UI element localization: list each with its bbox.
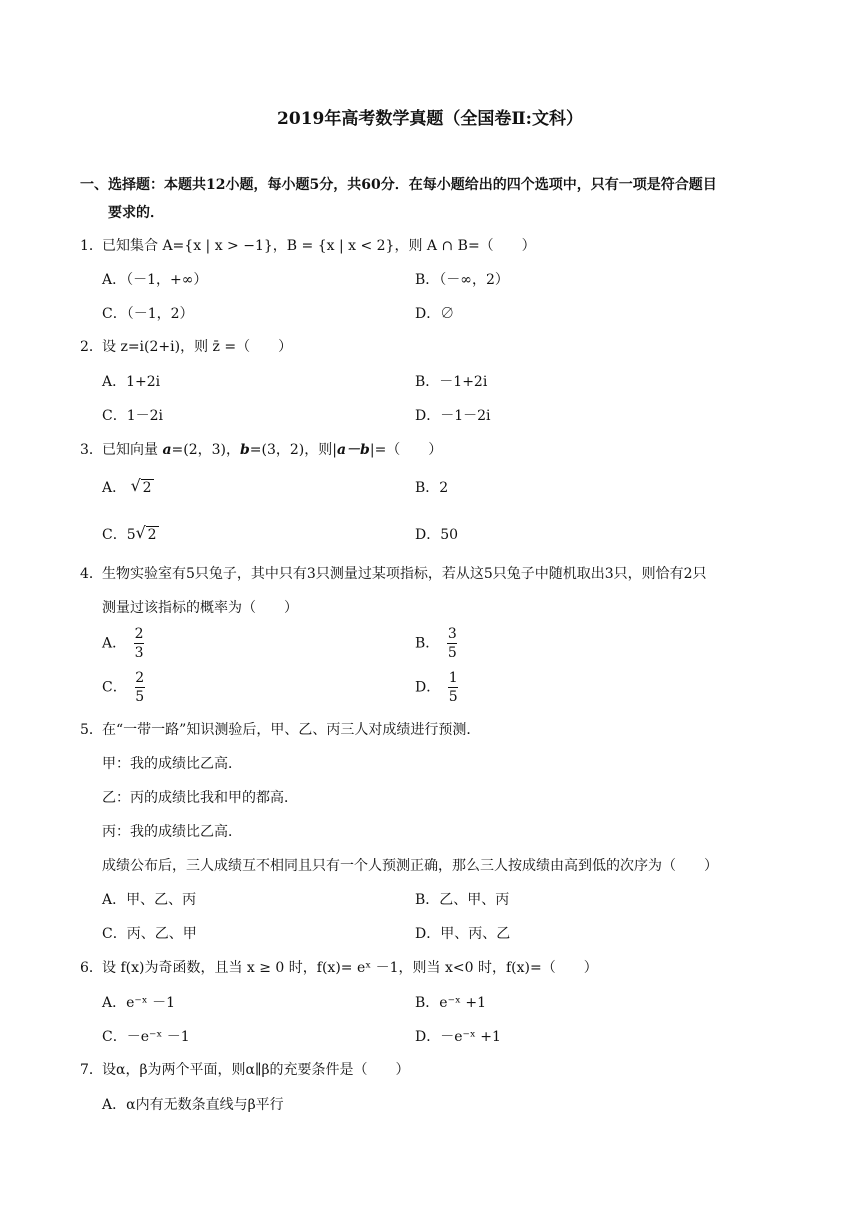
q6-option-c: C．－e⁻ˣ －1 [102, 1029, 190, 1045]
q4-option-b [415, 625, 457, 662]
question-stem: 生物实验室有5只兔子，其中只有3只测量过某项指标，若从这5只兔子中随机取出3只，则恰有2只 [102, 566, 707, 582]
option-label: A． [102, 480, 127, 496]
question-stem: 设 f(x)为奇函数，且当 x ≥ 0 时，f(x)= eˣ －1，则当 x<0 时，f(x)=（ ） [102, 960, 598, 976]
question-stem: 设α，β为两个平面，则α∥β的充要条件是（ ） [102, 1062, 410, 1078]
q5-statement-2: 乙：丙的成绩比我和甲的都高． [102, 790, 298, 806]
q3-option-b: B．2 [415, 480, 449, 496]
denominator: 3 [134, 645, 144, 661]
q5-statement-4: 成绩公布后，三人成绩互不相同且只有一个人预测正确，那么三人按成绩由高到低的次序为（ ） [102, 858, 718, 874]
numerator: 1 [448, 670, 458, 686]
q5-statement-1: 甲：我的成绩比乙高． [102, 756, 242, 772]
question-1 [80, 235, 780, 255]
question-3 [80, 439, 780, 459]
question-number: 4． [80, 566, 103, 582]
option-label: B． [415, 635, 440, 652]
question-stem-end: |=（ ） [369, 442, 443, 458]
q5-option-c: C．丙、乙、甲 [102, 926, 197, 942]
q1-option-d: D．∅ [415, 306, 455, 322]
question-number: 2． [80, 339, 103, 355]
q7-option-a: A．α内有无数条直线与β平行 [102, 1097, 284, 1113]
q4-option-c [102, 669, 145, 706]
option-label: D． [415, 679, 441, 696]
q3-option-d: D．50 [415, 527, 459, 543]
numerator: 3 [447, 626, 457, 642]
section-heading-line1: 一、选择题：本题共12小题，每小题5分，共60分．在每小题给出的四个选项中，只有一项是符合题目 [80, 177, 717, 193]
question-stem: 在“一带一路”知识测验后，甲、乙、丙三人对成绩进行预测． [102, 722, 481, 738]
question-4 [80, 563, 780, 583]
q1-option-b: B．（－∞，2） [415, 272, 509, 288]
q5-option-b: B．乙、甲、丙 [415, 892, 510, 908]
option-label: C．5 [102, 527, 136, 543]
vector-a-minus-b: a－b [336, 442, 370, 458]
question-number: 7． [80, 1062, 103, 1078]
fraction [448, 669, 458, 706]
denominator: 5 [447, 645, 457, 661]
option-label: C． [102, 679, 127, 696]
vector-a: a [162, 442, 172, 458]
q5-option-d: D．甲、丙、乙 [415, 926, 511, 942]
denominator: 5 [448, 689, 458, 705]
question-stem: 已知集合 A={x | x > −1}，B = {x | x < 2}，则 A ∩ B=（ ） [102, 238, 536, 254]
sqrt-symbol: √ 2 [135, 523, 157, 543]
numerator: 2 [135, 670, 145, 686]
sqrt-symbol: √ 2 [130, 476, 152, 496]
question-number: 5． [80, 722, 103, 738]
q4-option-d [415, 669, 458, 706]
q1-option-c: C．（－1，2） [102, 306, 194, 322]
q5-option-a: A．甲、乙、丙 [102, 892, 197, 908]
q6-option-d: D．－e⁻ˣ +1 [415, 1029, 501, 1045]
question-5 [80, 719, 780, 739]
q4-option-a [102, 625, 144, 662]
question-4-stem-line2: 测量过该指标的概率为（ ） [102, 600, 298, 616]
fraction [447, 625, 457, 662]
radicand: 2 [142, 480, 152, 496]
question-7 [80, 1059, 780, 1079]
question-2 [80, 336, 780, 356]
section-heading [80, 171, 780, 227]
q6-option-b: B．e⁻ˣ +1 [415, 995, 486, 1011]
q6-option-a: A．e⁻ˣ －1 [102, 995, 176, 1011]
question-number: 3． [80, 442, 103, 458]
page-title: 2019年高考数学真题（全国卷Ⅱ:文科） [277, 109, 583, 129]
q1-option-a: A．（－1，+∞） [102, 272, 208, 288]
question-6 [80, 957, 780, 977]
q3-option-a [102, 477, 154, 497]
question-stem-pre: 已知向量 [102, 442, 163, 458]
q3-option-c [102, 524, 159, 544]
question-number: 6． [80, 960, 103, 976]
fraction [135, 669, 145, 706]
question-number: 1． [80, 238, 103, 254]
question-stem-mid1: =(2，3)， [171, 442, 240, 458]
vector-b: b [240, 442, 250, 458]
radicand: 2 [147, 527, 157, 543]
numerator: 2 [134, 626, 144, 642]
q2-option-a: A．1+2i [102, 374, 161, 390]
section-heading-line2: 要求的． [108, 205, 164, 221]
question-stem-mid2: =(3，2)，则| [249, 442, 337, 458]
question-stem: 设 z=i(2+i)，则 z̄ =（ ） [102, 339, 293, 355]
q2-option-b: B．－1+2i [415, 374, 488, 390]
denominator: 5 [135, 689, 145, 705]
q5-statement-3: 丙：我的成绩比乙高． [102, 824, 242, 840]
q2-option-d: D．－1－2i [415, 408, 491, 424]
fraction [134, 625, 144, 662]
q2-option-c: C．1－2i [102, 408, 164, 424]
option-label: A． [102, 635, 127, 652]
